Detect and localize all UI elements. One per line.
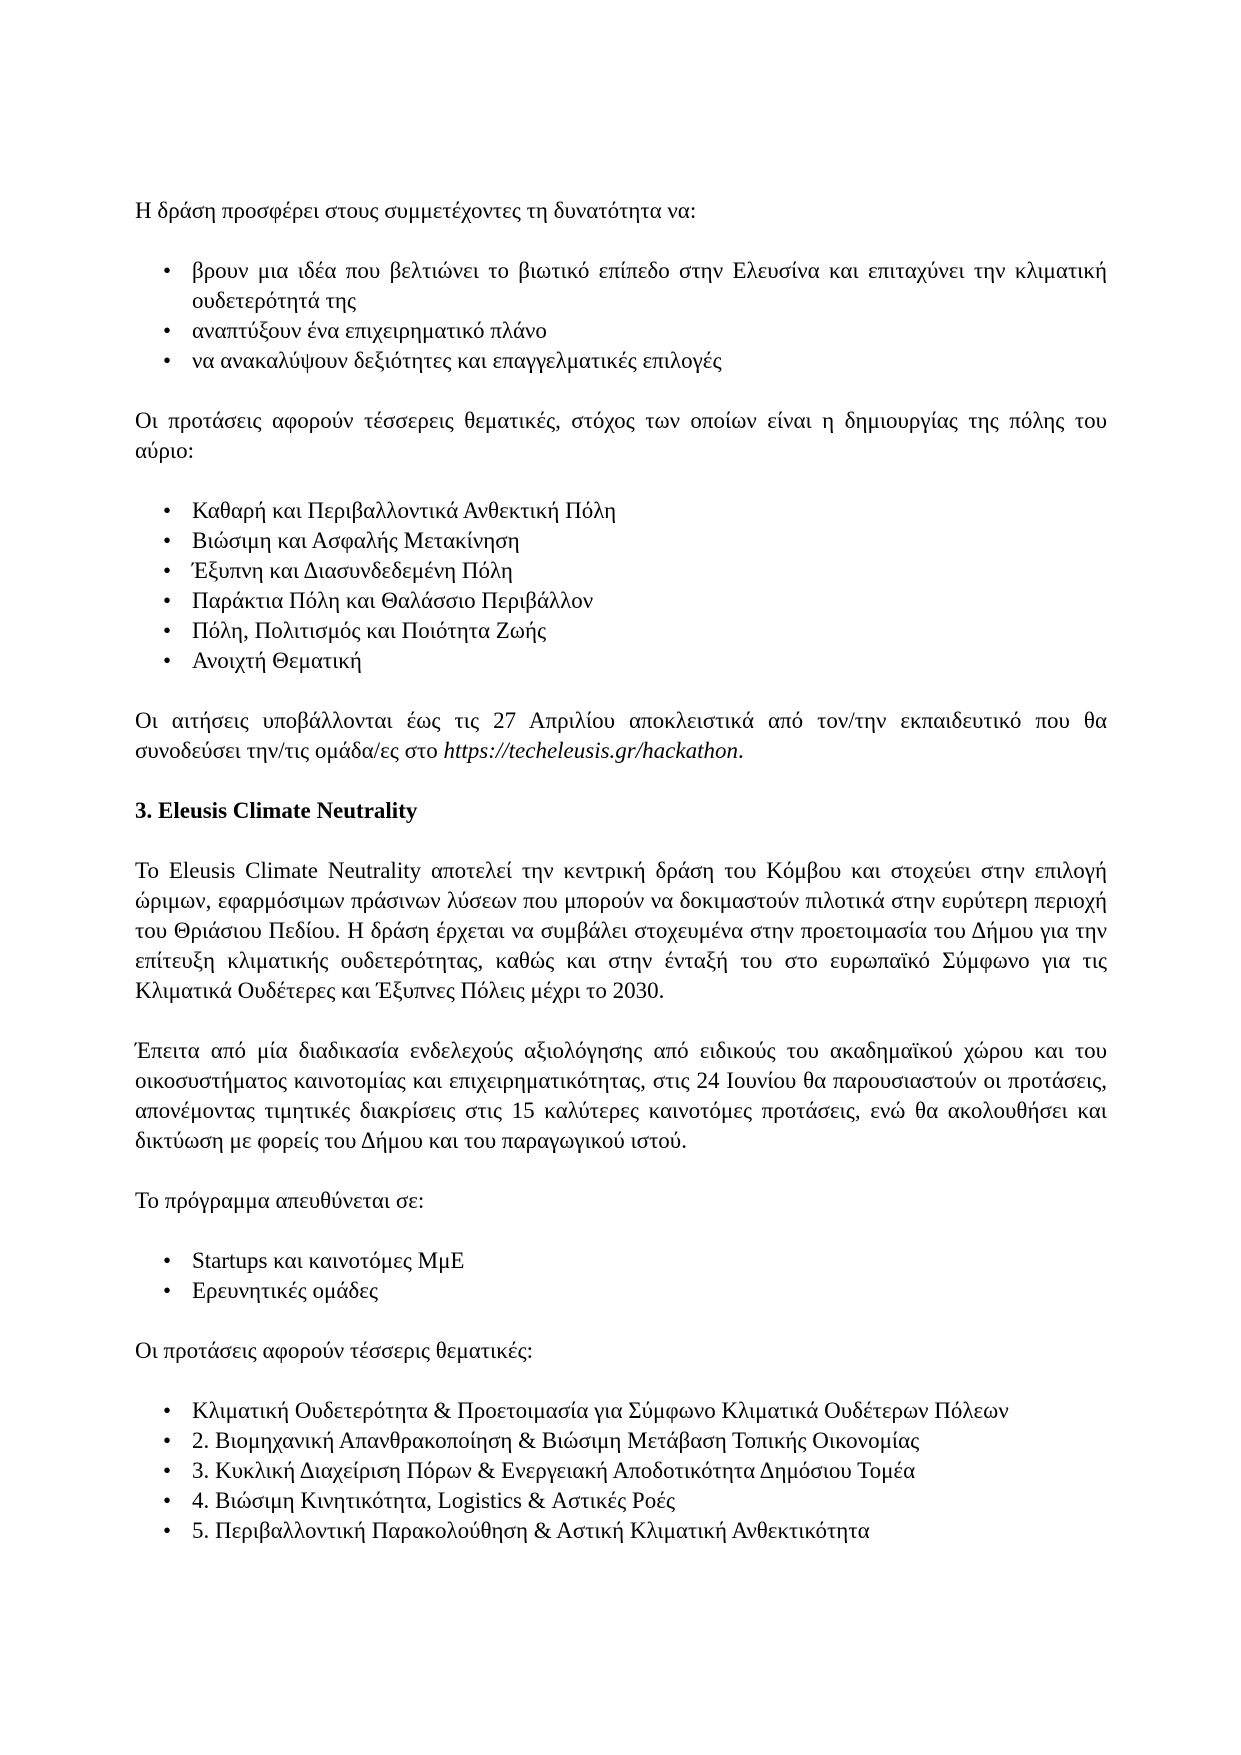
themes-list (135, 496, 1107, 676)
list-item: • Startups και καινοτόμες ΜμΕ (192, 1246, 1107, 1276)
topics-intro-paragraph: Οι προτάσεις αφορούν τέσσερις θεματικές: (135, 1338, 533, 1363)
applications-text: Οι αιτήσεις υποβάλλονται έως τις 27 Απριλίου αποκλειστικά από τον/την εκπαιδευτικό που θα συνοδεύσει την/τις ομάδα/ες στο (135, 708, 1107, 763)
topics-list (135, 1396, 1107, 1546)
list-item: • βρουν μια ιδέα που βελτιώνει το βιωτικό επίπεδο στην Ελευσίνα και επιταχύνει την κλιματική ουδετερότητά της (192, 256, 1107, 316)
themes-intro-paragraph: Οι προτάσεις αφορούν τέσσερεις θεματικές, στόχος των οποίων είναι η δημιουργίας της πόλης του αύριο: (135, 408, 1107, 463)
audience-list (135, 1246, 1107, 1306)
list-item: • Καθαρή και Περιβαλλοντικά Ανθεκτική Πόλη (192, 496, 1107, 526)
list-item: • αναπτύξουν ένα επιχειρηματικό πλάνο (192, 316, 1107, 346)
neutrality-paragraph-2: Έπειτα από μία διαδικασία ενδελεχούς αξιολόγησης από ειδικούς του ακαδημαϊκού χώρου και του οικοσυστήματος καινοτομίας και επιχειρηματικότητας, στις 24 Ιουνίου θα παρουσιαστούν οι προτάσεις, απονέμοντας τιμητικές διακρίσεις στις 15 καλύτερες καινοτόμες προτάσεις, ενώ θα ακολουθήσει και δικτύωση με φορείς του Δήμου και του παραγωγικού ιστού. (135, 1038, 1107, 1153)
document-content (135, 0, 1107, 1576)
list-item: • Ανοιχτή Θεματική (192, 646, 1107, 676)
applications-paragraph (135, 706, 1107, 766)
list-item: • 4. Βιώσιμη Κινητικότητα, Logistics & Αστικές Ροές (192, 1486, 1107, 1516)
section-heading: 3. Eleusis Climate Neutrality (135, 798, 418, 823)
list-item: • Παράκτια Πόλη και Θαλάσσιο Περιβάλλον (192, 586, 1107, 616)
intro-paragraph: Η δράση προσφέρει στους συμμετέχοντες τη δυνατότητα να: (135, 198, 697, 223)
list-item: • Ερευνητικές ομάδες (192, 1276, 1107, 1306)
list-item: • Έξυπνη και Διασυνδεδεμένη Πόλη (192, 556, 1107, 586)
hackathon-url: https://techeleusis.gr/hackathon (443, 738, 738, 763)
neutrality-paragraph-1: Το Eleusis Climate Neutrality αποτελεί την κεντρική δράση του Κόμβου και στοχεύει στην επιλογή ώριμων, εφαρμόσιμων πράσινων λύσεων που μπορούν να δοκιμαστούν πιλοτικά στην ευρύτερη περιοχή του Θριάσιου Πεδίου. Η δράση έρχεται να συμβάλει στοχευμένα στην προετοιμασία του Δήμου για την επίτευξη κλιματικής ουδετερότητας, καθώς και στην ένταξή του στο ευρωπαϊκό Σύμφωνο για τις Κλιματικά Ουδέτερες και Έξυπνες Πόλεις μέχρι το 2030. (135, 858, 1107, 1003)
applications-period: . (737, 738, 744, 763)
list-item: • 3. Κυκλική Διαχείριση Πόρων & Ενεργειακή Αποδοτικότητα Δημόσιου Τομέα (192, 1456, 1107, 1486)
list-item: • Πόλη, Πολιτισμός και Ποιότητα Ζωής (192, 616, 1107, 646)
list-item: • Κλιματική Ουδετερότητα & Προετοιμασία για Σύμφωνο Κλιματικά Ουδέτερων Πόλεων (192, 1396, 1107, 1426)
list-item: • 2. Βιομηχανική Απανθρακοποίηση & Βιώσιμη Μετάβαση Τοπικής Οικονομίας (192, 1426, 1107, 1456)
list-item: • Βιώσιμη και Ασφαλής Μετακίνηση (192, 526, 1107, 556)
audience-intro-paragraph: Το πρόγραμμα απευθύνεται σε: (135, 1188, 425, 1213)
list-item: • 5. Περιβαλλοντική Παρακολούθηση & Αστική Κλιματική Ανθεκτικότητα (192, 1516, 1107, 1546)
list-item: • να ανακαλύψουν δεξιότητες και επαγγελματικές επιλογές (192, 346, 1107, 376)
opportunities-list (135, 256, 1107, 376)
